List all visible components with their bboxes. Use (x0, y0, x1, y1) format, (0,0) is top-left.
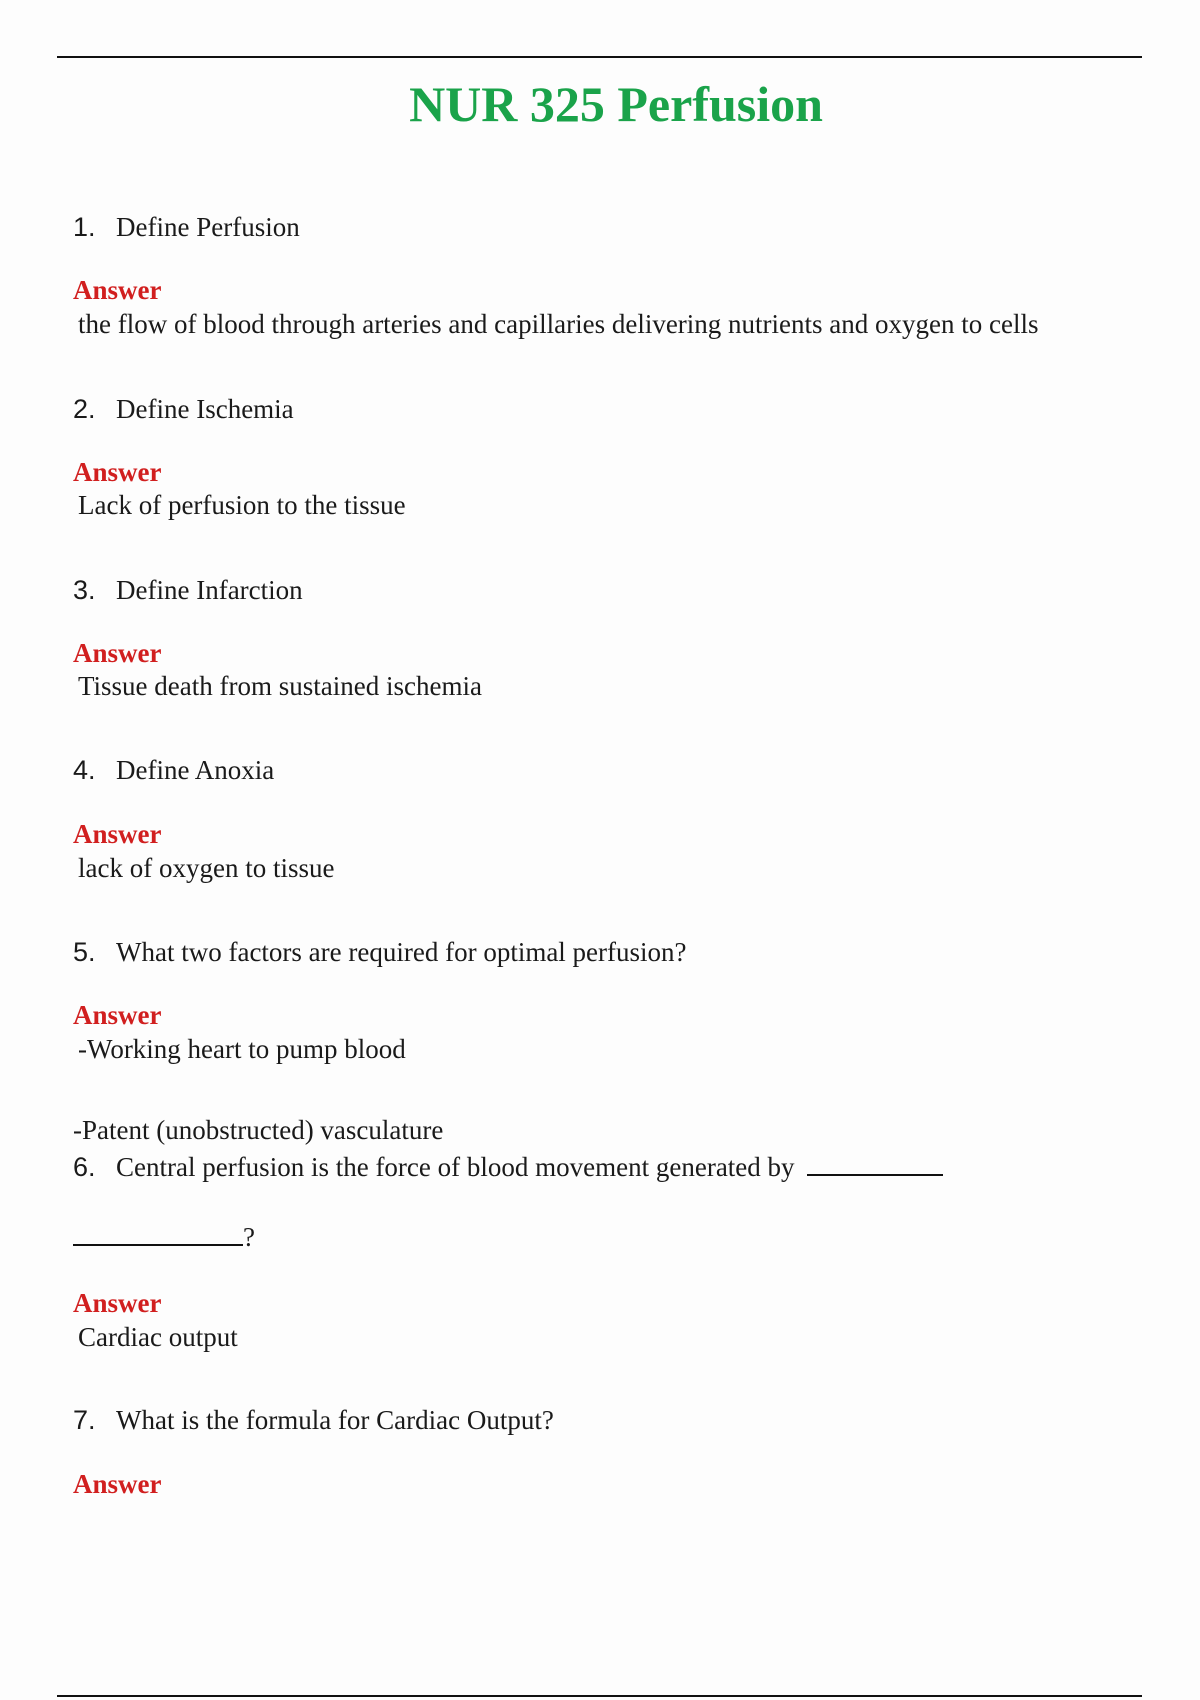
answer-label: Answer (73, 1469, 162, 1499)
fill-in-blank (73, 1220, 243, 1246)
question-number: 7. (73, 1405, 96, 1435)
question-text: Define Ischemia (116, 394, 294, 424)
top-rule (57, 56, 1142, 58)
bottom-rule (57, 1695, 1142, 1697)
answer-text: Cardiac output (78, 1322, 238, 1352)
fill-in-blank (807, 1150, 943, 1176)
question-5 (73, 935, 687, 969)
question-number: 6. (73, 1152, 96, 1182)
answer-label: Answer (73, 819, 162, 849)
question-number: 3. (73, 575, 96, 605)
question-6 (73, 1150, 943, 1184)
answer-label: Answer (73, 275, 162, 305)
question-2 (73, 392, 294, 426)
question-4 (73, 753, 274, 787)
question-1 (73, 210, 300, 244)
question-number: 4. (73, 755, 96, 785)
question-number: 2. (73, 394, 96, 424)
question-text: Central perfusion is the force of blood movement generated by (116, 1152, 795, 1182)
answer-text: -Working heart to pump blood (78, 1034, 406, 1064)
page-title: NUR 325 Perfusion (409, 76, 823, 132)
question-3 (73, 573, 303, 607)
answer-label: Answer (73, 457, 162, 487)
question-text: Define Perfusion (116, 212, 300, 242)
question-text: Define Infarction (116, 575, 303, 605)
answer-label: Answer (73, 638, 162, 668)
answer-text: lack of oxygen to tissue (78, 853, 335, 883)
question-7 (73, 1403, 554, 1437)
question-number: 5. (73, 937, 96, 967)
answer-text: Lack of perfusion to the tissue (78, 490, 406, 520)
question-text: What two factors are required for optimal perfusion? (116, 937, 687, 967)
answer-text-extra: -Patent (unobstructed) vasculature (73, 1115, 444, 1145)
answer-text: the flow of blood through arteries and capillaries delivering nutrients and oxygen to cells (78, 309, 1039, 339)
question-mark: ? (243, 1222, 255, 1252)
question-6-continuation (73, 1220, 255, 1253)
question-text: Define Anoxia (116, 755, 275, 785)
question-number: 1. (73, 212, 96, 242)
answer-label: Answer (73, 1288, 162, 1318)
answer-text: Tissue death from sustained ischemia (78, 671, 482, 701)
answer-label: Answer (73, 1000, 162, 1030)
question-text: What is the formula for Cardiac Output? (116, 1405, 554, 1435)
